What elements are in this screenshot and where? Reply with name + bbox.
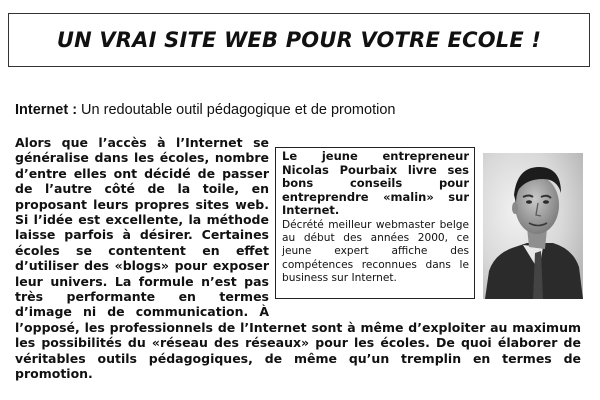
- headline-frame: [8, 13, 590, 67]
- subheading-text: Un redoutable outil pédagogique et de promotion: [77, 102, 396, 118]
- portrait-photo: [483, 153, 583, 299]
- article-body: Alors que l’accès à l’Internet se généralise dans les écoles, nombre d’entre elles ont décidé de passer de l’autre côté de la toile, en proposant leurs propres sites web. Si l’idée est excellente, la méthode laisse parfois à désirer. Certaines écoles se contentent en effet d’utiliser des «blogs» pour exposer leur univers. La formule n’est pas très performante en termes d’image ni de communication. À l’opposé, les professionnels de l’Internet sont à même d’exploiter au maximum les possibilités du «réseau des réseaux» pour les écoles. De quoi élaborer de véritables outils pédagogiques, de même qu’un tremplin en termes de promotion.: [15, 135, 581, 382]
- callout-body: Décrété meilleur webmaster belge au début des années 2000, ce jeune expert affiche des compétences reconnues dans le business sur Internet.: [282, 218, 469, 284]
- article: [15, 135, 581, 400]
- headline: UN VRAI SITE WEB POUR VOTRE ECOLE !: [56, 28, 542, 52]
- portrait-illustration: [483, 153, 583, 299]
- subheading: [15, 102, 395, 118]
- subheading-label: Internet :: [15, 102, 78, 118]
- callout-lead: Le jeune entrepreneur Nicolas Pourbaix livre ses bons conseils pour entreprendre «malin» sur Internet.: [282, 149, 469, 218]
- callout-box: [275, 147, 475, 299]
- sidebar-block: [275, 147, 581, 307]
